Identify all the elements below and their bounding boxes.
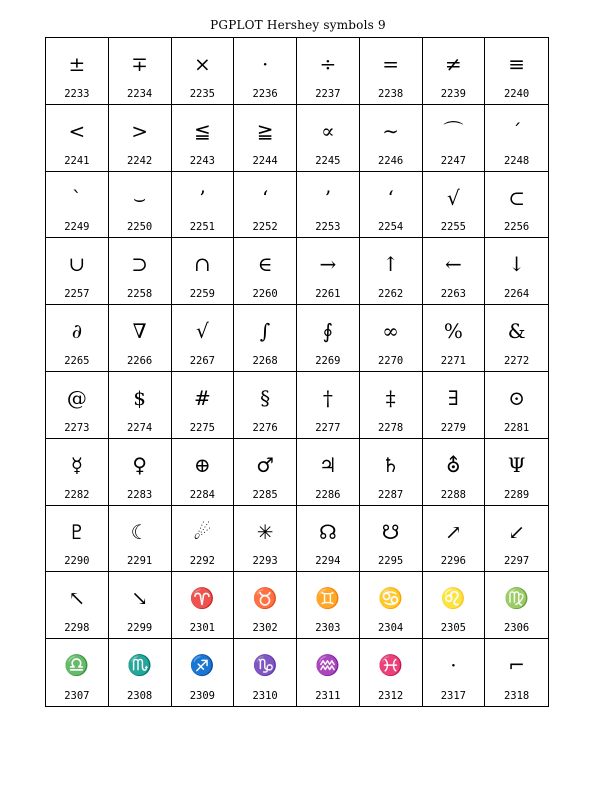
symbol-cell [297, 572, 360, 639]
symbol-code: 2269 [315, 355, 341, 367]
symbol-cell [423, 38, 486, 105]
symbol-glyph: ↗ [444, 519, 462, 544]
symbol-cell [109, 372, 172, 439]
symbol-glyph: ♊ [315, 586, 341, 611]
symbol-glyph: ⌣ [133, 185, 147, 210]
symbol-cell [172, 372, 235, 439]
symbol-code: 2308 [126, 690, 153, 702]
symbol-code: 2271 [440, 355, 467, 367]
symbol-cell [109, 639, 172, 706]
symbol-glyph: ≧ [256, 118, 274, 143]
symbol-glyph: ♃ [318, 452, 337, 477]
symbol-glyph: ☊ [318, 519, 337, 544]
symbol-cell [46, 506, 109, 573]
symbol-cell [360, 38, 423, 105]
symbol-cell [46, 639, 109, 706]
symbol-code: 2285 [252, 488, 278, 501]
symbol-code: 2259 [189, 288, 216, 301]
symbol-table [45, 37, 549, 707]
symbol-code: 2276 [252, 421, 278, 434]
symbol-cell [297, 38, 360, 105]
symbol-glyph: ⊃ [131, 252, 148, 277]
symbol-cell [297, 238, 360, 305]
symbol-code: 2241 [64, 154, 90, 167]
symbol-glyph: ↖ [68, 586, 86, 611]
symbol-cell [360, 238, 423, 305]
symbol-glyph: ♇ [67, 519, 86, 544]
symbol-glyph: < [68, 118, 86, 143]
symbol-glyph: ♓ [378, 653, 404, 678]
symbol-code: 2240 [503, 87, 530, 100]
symbol-cell [46, 572, 109, 639]
symbol-glyph: × [193, 52, 211, 76]
symbol-code: 2303 [315, 622, 341, 635]
symbol-glyph: ♈ [189, 586, 215, 611]
symbol-cell [109, 506, 172, 573]
symbol-code: 2281 [503, 421, 530, 434]
symbol-code: 2268 [252, 355, 278, 367]
symbol-glyph: ⊙ [508, 386, 525, 410]
symbol-glyph: ∓ [131, 52, 148, 76]
symbol-cell [172, 238, 235, 305]
symbol-glyph: ♏ [127, 653, 153, 678]
symbol-code: 2246 [377, 154, 404, 167]
symbol-glyph: = [382, 52, 399, 76]
symbol-glyph: ≡ [508, 52, 525, 76]
symbol-code: 2294 [315, 555, 341, 568]
symbol-code: 2297 [503, 555, 530, 568]
symbol-glyph: → [319, 252, 337, 277]
symbol-code: 2289 [503, 488, 530, 501]
symbol-glyph: ∪ [68, 252, 86, 277]
symbol-cell [485, 38, 548, 105]
symbol-code: 2295 [377, 555, 404, 568]
symbol-code: 2287 [377, 488, 404, 501]
symbol-glyph: ∝ [321, 118, 335, 143]
symbol-cell [109, 305, 172, 372]
symbol-cell [485, 238, 548, 305]
page-title: PGPLOT Hershey symbols 9 [210, 18, 386, 32]
symbol-code: 2277 [315, 421, 341, 434]
symbol-code: 2292 [189, 555, 216, 568]
symbol-code: 2239 [440, 87, 467, 100]
symbol-code: 2291 [126, 555, 153, 568]
symbol-cell [423, 372, 486, 439]
symbol-glyph: ♐ [189, 653, 215, 678]
symbol-code: 2290 [64, 555, 90, 568]
symbol-code: 2309 [189, 690, 216, 702]
symbol-code: 2262 [377, 288, 404, 301]
symbol-cell [485, 572, 548, 639]
symbol-cell [109, 439, 172, 506]
symbol-glyph: · [261, 52, 269, 76]
symbol-code: 2311 [315, 690, 341, 702]
symbol-glyph: ♒ [315, 653, 341, 678]
symbol-cell [234, 372, 297, 439]
symbol-glyph: ∮ [322, 319, 334, 344]
symbol-code: 2310 [252, 690, 278, 702]
symbol-cell [234, 439, 297, 506]
symbol-code: 2249 [64, 221, 90, 234]
symbol-code: 2235 [189, 87, 216, 100]
symbol-cell [360, 305, 423, 372]
symbol-glyph: ♌ [440, 586, 466, 611]
symbol-code: 2267 [189, 355, 216, 367]
symbol-code: 2302 [252, 622, 278, 635]
symbol-cell [297, 639, 360, 706]
symbol-glyph: ☋ [381, 519, 400, 544]
symbol-cell [360, 439, 423, 506]
symbol-cell [46, 172, 109, 239]
symbol-glyph: ‘ [261, 185, 269, 210]
symbol-cell [423, 639, 486, 706]
symbol-cell [297, 172, 360, 239]
symbol-code: 2255 [440, 221, 467, 234]
symbol-cell [46, 105, 109, 172]
symbol-glyph: ☄ [193, 519, 212, 544]
symbol-cell [485, 305, 548, 372]
symbol-cell [423, 172, 486, 239]
symbol-cell [485, 506, 548, 573]
symbol-code: 2284 [189, 488, 216, 501]
symbol-glyph: ∼ [382, 118, 399, 143]
symbol-glyph: ∞ [382, 319, 399, 344]
symbol-glyph: ↓ [508, 252, 525, 277]
symbol-glyph: ˋ [71, 185, 82, 210]
symbol-glyph: ↙ [508, 519, 525, 544]
symbol-code: 2264 [503, 288, 530, 301]
symbol-glyph: ⌒ [443, 118, 464, 143]
symbol-glyph: ↘ [131, 586, 148, 611]
symbol-glyph: † [322, 386, 333, 410]
symbol-code: 2248 [503, 154, 530, 167]
symbol-cell [46, 38, 109, 105]
symbol-glyph: ± [68, 52, 86, 76]
symbol-cell [485, 372, 548, 439]
symbol-glyph: √ [447, 185, 460, 210]
symbol-glyph: ♍ [504, 586, 530, 611]
symbol-code: 2250 [126, 221, 153, 234]
symbol-glyph: > [131, 118, 148, 143]
symbol-glyph: ∫ [259, 319, 271, 344]
symbol-glyph: ☾ [130, 519, 149, 544]
symbol-code: 2274 [126, 421, 153, 434]
symbol-code: 2245 [315, 154, 341, 167]
symbol-cell [234, 639, 297, 706]
symbol-glyph: § [260, 386, 271, 410]
symbol-cell [172, 439, 235, 506]
symbol-glyph: ← [444, 252, 462, 277]
symbol-glyph: ∩ [193, 252, 211, 277]
symbol-code: 2296 [440, 555, 467, 568]
symbol-code: 2299 [126, 622, 153, 635]
symbol-glyph: ♉ [252, 586, 278, 611]
symbol-glyph: ♎ [64, 653, 90, 678]
symbol-glyph: ∂ [71, 319, 83, 344]
symbol-code: 2307 [64, 690, 90, 702]
symbol-code: 2260 [252, 288, 278, 301]
symbol-glyph: ∃ [447, 386, 459, 410]
symbol-cell [297, 372, 360, 439]
symbol-cell [172, 506, 235, 573]
symbol-cell [109, 172, 172, 239]
symbol-code: 2288 [440, 488, 467, 501]
symbol-code: 2312 [377, 690, 404, 702]
symbol-code: 2317 [440, 690, 467, 702]
symbol-cell [172, 105, 235, 172]
symbol-cell [234, 506, 297, 573]
symbol-cell [423, 439, 486, 506]
symbol-glyph: $ [133, 386, 146, 410]
symbol-cell [297, 439, 360, 506]
symbol-code: 2298 [64, 622, 90, 635]
symbol-glyph: ⛢ [446, 452, 461, 477]
symbol-cell [172, 572, 235, 639]
symbol-code: 2283 [126, 488, 153, 501]
symbol-code: 2286 [315, 488, 341, 501]
symbol-glyph: ∈ [257, 252, 273, 277]
symbol-glyph: ♀ [132, 452, 147, 477]
symbol-cell [360, 172, 423, 239]
symbol-cell [234, 572, 297, 639]
symbol-cell [172, 305, 235, 372]
symbol-cell [423, 506, 486, 573]
symbol-cell [109, 105, 172, 172]
symbol-code: 2257 [64, 288, 90, 301]
symbol-code: 2266 [126, 355, 153, 367]
symbol-code: 2253 [315, 221, 341, 234]
symbol-cell [234, 238, 297, 305]
symbol-cell [485, 105, 548, 172]
symbol-code: 2304 [377, 622, 404, 635]
symbol-glyph: √ [196, 319, 209, 344]
symbol-cell [360, 105, 423, 172]
symbol-cell [234, 172, 297, 239]
symbol-cell [423, 105, 486, 172]
symbol-cell [234, 105, 297, 172]
symbol-glyph: ˊ [511, 118, 522, 143]
symbol-code: 2258 [126, 288, 153, 301]
symbol-glyph: ≠ [444, 52, 462, 76]
symbol-cell [46, 439, 109, 506]
symbol-glyph: ⌐ [508, 653, 525, 678]
symbol-glyph: ⊕ [193, 452, 211, 477]
symbol-code: 2306 [503, 622, 530, 635]
symbol-cell [172, 38, 235, 105]
symbol-glyph: ↑ [382, 252, 399, 277]
symbol-code: 2278 [377, 421, 404, 434]
symbol-code: 2251 [189, 221, 216, 234]
symbol-glyph: ‡ [385, 386, 396, 410]
symbol-code: 2254 [377, 221, 404, 234]
symbol-glyph: ‘ [387, 185, 394, 210]
symbol-cell [234, 38, 297, 105]
symbol-cell [46, 372, 109, 439]
symbol-code: 2238 [377, 87, 404, 100]
symbol-cell [297, 305, 360, 372]
symbol-code: 2263 [440, 288, 467, 301]
symbol-cell [360, 572, 423, 639]
symbol-code: 2272 [503, 355, 530, 367]
symbol-code: 2318 [503, 690, 530, 702]
symbol-code: 2275 [189, 421, 216, 434]
symbol-code: 2247 [440, 154, 467, 167]
symbol-glyph: ♑ [252, 653, 278, 678]
symbol-cell [46, 305, 109, 372]
symbol-glyph: ♄ [381, 452, 400, 477]
symbol-code: 2301 [189, 622, 216, 635]
symbol-code: 2270 [377, 355, 404, 367]
symbol-cell [360, 506, 423, 573]
symbol-cell [172, 639, 235, 706]
symbol-code: 2305 [440, 622, 467, 635]
symbol-cell [423, 305, 486, 372]
symbol-cell [109, 238, 172, 305]
symbol-glyph: ☿ [70, 452, 84, 477]
symbol-cell [109, 572, 172, 639]
symbol-code: 2237 [315, 87, 341, 100]
symbol-glyph: # [193, 386, 211, 410]
symbol-glyph: ⊂ [508, 185, 525, 210]
symbol-code: 2279 [440, 421, 467, 434]
symbol-code: 2273 [64, 421, 90, 434]
symbol-cell [360, 372, 423, 439]
symbol-cell [172, 172, 235, 239]
symbol-glyph: % [443, 319, 463, 344]
symbol-cell [109, 38, 172, 105]
symbol-glyph: ♂ [256, 452, 275, 477]
symbol-code: 2233 [64, 87, 90, 100]
symbol-code: 2265 [64, 355, 90, 367]
symbol-glyph: Ψ [507, 452, 526, 477]
symbol-glyph: ’ [199, 185, 206, 210]
symbol-cell [46, 238, 109, 305]
symbol-glyph: ♋ [378, 586, 404, 611]
symbol-glyph: @ [66, 386, 87, 410]
symbol-glyph: & [507, 319, 526, 344]
symbol-code: 2234 [126, 87, 153, 100]
symbol-glyph: · [450, 653, 457, 678]
symbol-glyph: ∇ [132, 319, 147, 344]
symbol-cell [485, 172, 548, 239]
symbol-code: 2242 [126, 154, 153, 167]
symbol-cell [485, 439, 548, 506]
symbol-code: 2256 [503, 221, 530, 234]
symbol-code: 2282 [64, 488, 90, 501]
symbol-cell [423, 238, 486, 305]
symbol-code: 2252 [252, 221, 278, 234]
symbol-code: 2243 [189, 154, 216, 167]
symbol-glyph: ✳ [256, 519, 274, 544]
symbol-code: 2244 [252, 154, 278, 167]
symbol-cell [423, 572, 486, 639]
symbol-cell [297, 506, 360, 573]
symbol-code: 2293 [252, 555, 278, 568]
symbol-cell [360, 639, 423, 706]
symbol-cell [234, 305, 297, 372]
symbol-cell [297, 105, 360, 172]
symbol-glyph: ≦ [193, 118, 211, 143]
symbol-cell [485, 639, 548, 706]
symbol-glyph: ÷ [319, 52, 337, 76]
symbol-code: 2236 [252, 87, 278, 100]
symbol-code: 2261 [315, 288, 341, 301]
symbol-glyph: ’ [324, 185, 332, 210]
